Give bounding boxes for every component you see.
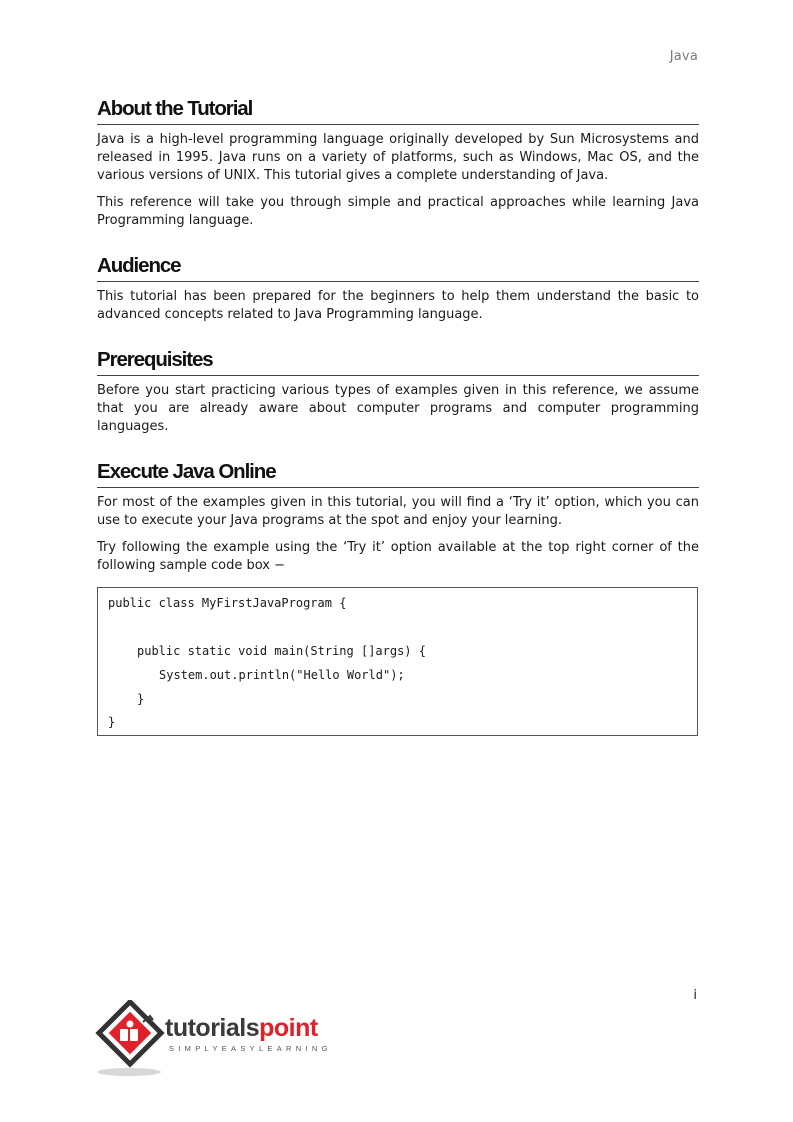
- section-about: [97, 96, 699, 230]
- running-header: Java: [669, 49, 698, 64]
- section-prerequisites: [97, 347, 699, 436]
- paragraph: This reference will take you through simple and practical approaches while learning Java Programming language.: [97, 195, 699, 228]
- section-execute-online: [97, 459, 699, 575]
- code-line: public static void main(String []args) {: [137, 644, 426, 658]
- code-line: public class MyFirstJavaProgram {: [108, 596, 347, 610]
- section-heading: Execute Java Online: [97, 459, 699, 488]
- logo-wordmark-part1: tutorials: [165, 1014, 260, 1042]
- paragraph: This tutorial has been prepared for the beginners to help them understand the basic to advanced concepts related to Java Programming language.: [97, 289, 699, 322]
- code-line: System.out.println("Hello World");: [159, 668, 405, 682]
- tutorialspoint-logo: [95, 1000, 350, 1080]
- paragraph: Before you start practicing various types of examples given in this reference, we assume that you are already aware about computer programs and computer programming languages.: [97, 383, 699, 434]
- paragraph: For most of the examples given in this tutorial, you will find a ‘Try it’ option, which you can use to execute your Java programs at the spot and enjoy your learning.: [97, 495, 699, 528]
- paragraph: Try following the example using the ‘Try it’ option available at the top right corner of the following sample code box −: [97, 540, 699, 573]
- section-heading: About the Tutorial: [97, 96, 699, 125]
- section-audience: [97, 253, 699, 324]
- document-body: [97, 96, 699, 736]
- logo-wordmark-part2: point: [259, 1014, 318, 1042]
- page-number: i: [693, 988, 697, 1003]
- code-sample-box: [97, 587, 698, 736]
- section-heading: Audience: [97, 253, 699, 282]
- code-line: }: [137, 692, 145, 706]
- logo-diamond-icon: [95, 1000, 175, 1080]
- code-line: }: [108, 715, 116, 729]
- logo-wordmark: [165, 1014, 318, 1043]
- logo-tagline: SIMPLYEASYLEARNING: [169, 1044, 332, 1053]
- paragraph: Java is a high-level programming language originally developed by Sun Microsystems and released in 1995. Java runs on a variety of platforms, such as Windows, Mac OS, and the various versions of UNIX. This tutorial gives a complete understanding of Java.: [97, 132, 699, 183]
- section-heading: Prerequisites: [97, 347, 699, 376]
